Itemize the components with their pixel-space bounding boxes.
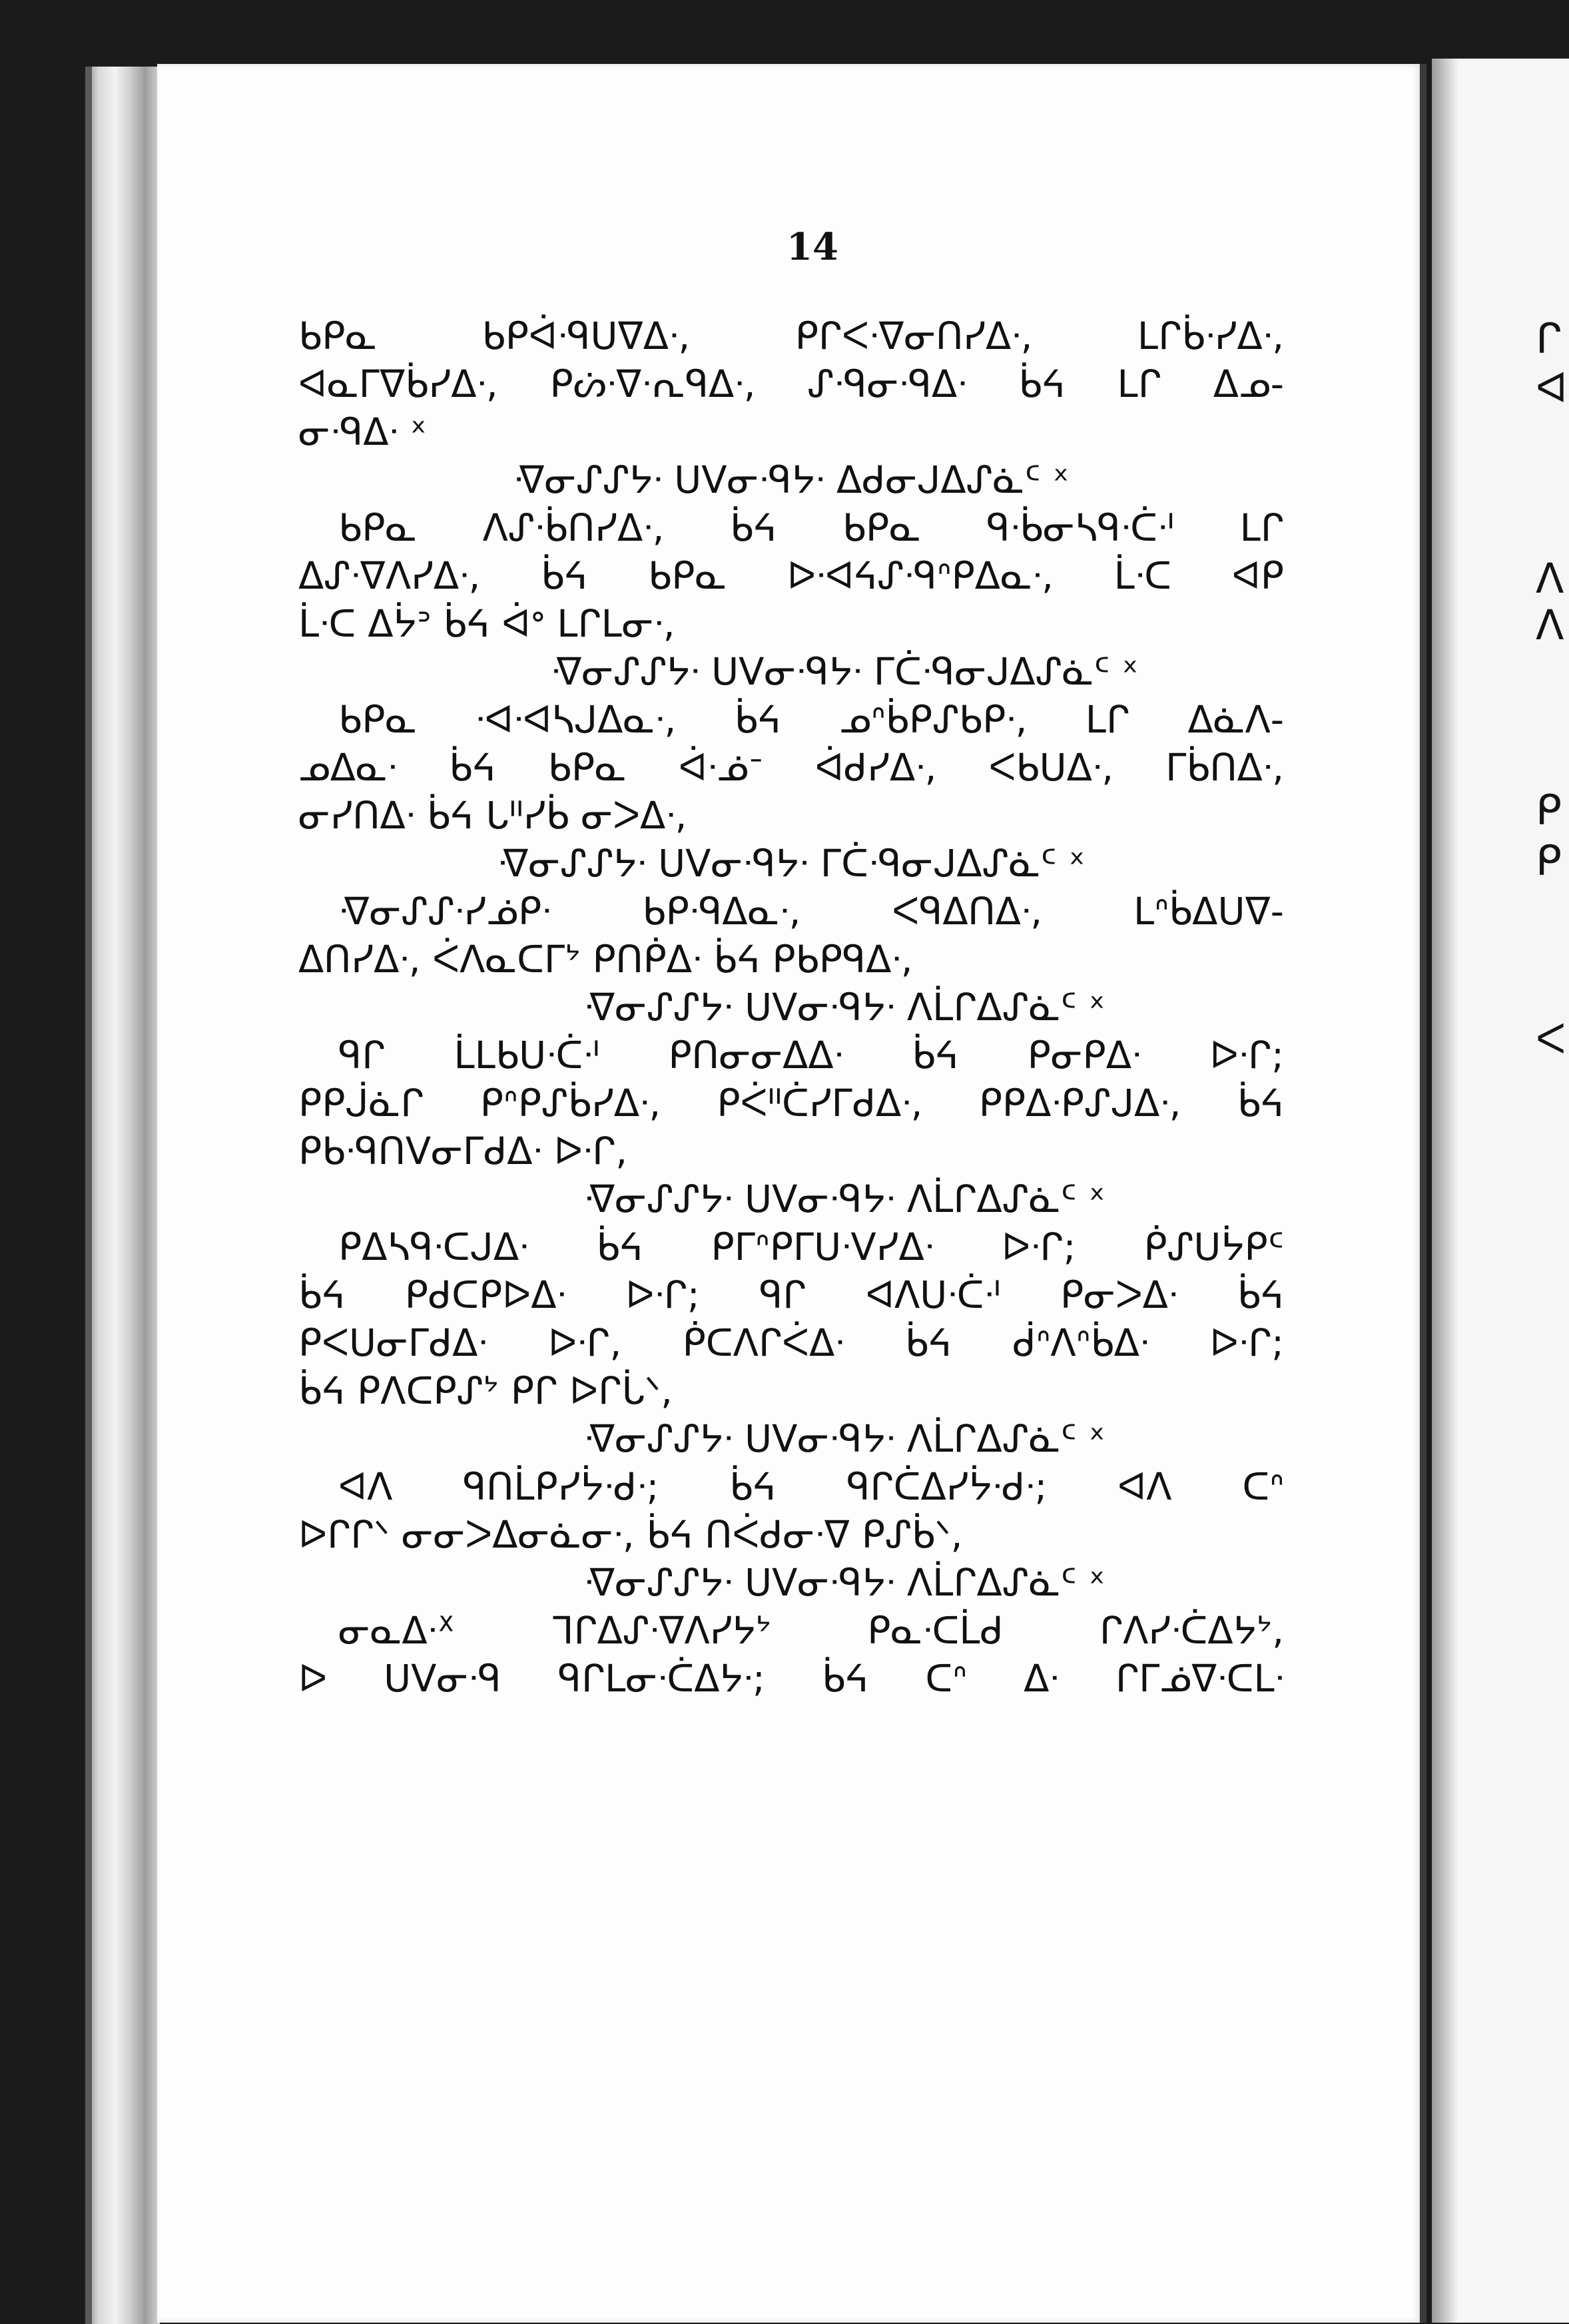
text-line: ᑲᑭᓇ ᐧᐊᐧᐊᓴᒍᐃᓇᐧ, ᑳᔦ ᓄᐢᑳᑭᔑᑲᑭᐧ, ᒪᒋ ᐃᓈᐱ- [338,699,1284,742]
page-gutter [1420,64,1426,2323]
spine-edge [85,67,92,2324]
refrain-line: ᐌᓂᔑᔑᔭᐧ ᑌᐯᓂᐧᑫᔭᐧ ᐱᒫᒋᐃᔑᓈᑦ ˣ [583,1562,1105,1605]
facing-page-glyph: ᐱ [1536,601,1564,649]
refrain-line: ᐌᓂᔑᔑᔭᐧ ᑌᐯᓂᐧᑫᔭᐧ ᒥᑖᐧᑫᓂᒍᐃᔑᓈᑦ ˣ [550,651,1139,694]
refrain-line: ᐌᓂᔑᔑᔭᐧ ᑌᐯᓂᐧᑫᔭᐧ ᐱᒫᒋᐃᔑᓈᑦ ˣ [583,986,1105,1029]
text-line: ᑭᑭᒎᓈᒋ ᑭᐢᑭᔑᑳᓯᐃᐧ, ᑭᐹᐦᑖᓯᒥᑯᐃᐧ, ᑭᑭᐃᐧᑭᔑᒍᐃᐧ, ᑳᔦ [298,1082,1284,1125]
text-line: ᓂᓯᑎᐃᐧ ᑳᔦ ᒐᐦᓯᑳ ᓂᐳᐃᐧ, [298,794,687,838]
refrain-line: ᐌᓂᔑᔑᔭᐧ ᑌᐯᓂᐧᑫᔭᐧ ᐱᒫᒋᐃᔑᓈᑦ ˣ [583,1418,1105,1461]
facing-page-glyph: ᐸ [1536,1015,1566,1063]
text-line: ᐃᔑᐧᐁᐱᓯᐃᐧ, ᑳᔦ ᑲᑭᓇ ᐅᐧᐊᔦᔑᐧᑫᐢᑭᐃᓇᐧ, ᒫᐧᑕ ᐊᑭ [298,555,1284,598]
facing-page-glyph: ᒋ [1536,314,1562,363]
facing-page-glyph: ᑭ [1536,786,1562,834]
text-line: ᒫᐧᑕ ᐃᔮᐣ ᑳᔦ ᐋᐤ ᒪᒋᒪᓂᐧ, [298,603,675,646]
text-line: ᓂᓇᐃᐧᕽ ᒣᒋᐃᔑᐧᐁᐱᓯᔭᔾ ᑭᓇᐧᑕᒫᑯ ᒋᐱᓯᐧᑖᐃᔭᔾ, [338,1609,1284,1653]
text-line: ᑭᐃᓴᑫᐧᑕᒍᐃᐧ ᑳᔦ ᑭᒥᐢᑭᒥᑌᐧᐯᓯᐃᐧ ᐅᐧᒋ; ᑮᔑᑌᔮᑭᑦ [338,1226,1284,1269]
text-line: ᓂᐧᑫᐃᐧ ˣ [298,411,427,454]
text-line: ᑳᔦ ᑭᑯᑕᑭᐅᐃᐧ ᐅᐧᒋ; ᑫᒋ ᐊᐱᑌᐧᑖᐧᑊ ᑭᓂᐳᐃᐧ ᑳᔦ [298,1274,1284,1317]
text-line: ᑳᔦ ᑭᐱᑕᑭᔑᔾ ᑭᒋ ᐅᒋᒑᐠ, [298,1370,673,1413]
text-line: ᐅ ᑌᐯᓂᐧᑫ ᑫᒋᒪᓂᐧᑖᐃᔭᐧ; ᑳᔦ ᑕᐢ ᐃᐧ ᒋᒥᓅᐁᐧᑕᒪᐧ [298,1657,1284,1701]
text-line: ᑭᐸᑌᓂᒥᑯᐃᐧ ᐅᐧᒋ, ᑮᑕᐱᒋᐹᐃᐧ ᑳᔦ ᑰᐢᐱᐢᑳᐃᐧ ᐅᐧᒋ; [298,1322,1284,1365]
refrain-line: ᐌᓂᔑᔑᔭᐧ ᑌᐯᓂᐧᑫᔭᐧ ᒥᑖᐧᑫᓂᒍᐃᔑᓈᑦ ˣ [497,842,1086,886]
text-line: ᑲᑭᓇ ᐱᔑᐧᑳᑎᓯᐃᐧ, ᑳᔦ ᑲᑭᓇ ᑫᐧᑳᓂᓴᑫᐧᑖᐧᑊ ᒪᒋ [338,507,1284,550]
facing-page-glyph: ᐱ [1536,554,1564,603]
refrain-line: ᐌᓂᔑᔑᔭᐧ ᑌᐯᓂᐧᑫᔭᐧ ᐃᑯᓂᒍᐃᔑᓈᑦ ˣ [513,459,1070,502]
text-line: ᓄᐃᓇᐧ ᑳᔦ ᑲᑭᓇ ᐋᐧᓅᐨ ᐋᑯᓯᐃᐧ, ᐸᑲᑌᐃᐧ, ᒥᑳᑎᐃᐧ, [298,746,1284,790]
text-line: ᐌᓂᔑᔑᐧᓯᓅᑭᐧ ᑲᑭᐧᑫᐃᓇᐧ, ᐸᑫᐃᑎᐃᐧ, ᒪᐢᑳᐃᑌᐁ- [338,890,1284,934]
text-line: ᑲᑭᓇ ᑲᑭᐋᐧᑫᑌᐁᐃᐧ, ᑭᒋᐸᐧᐁᓂᑎᓯᐃᐧ, ᒪᒋᑳᐧᓯᐃᐧ, [298,315,1284,358]
facing-page-glyph: ᑭ [1536,836,1562,885]
refrain-line: ᐌᓂᔑᔑᔭᐧ ᑌᐯᓂᐧᑫᔭᐧ ᐱᒫᒋᐃᔑᓈᑦ ˣ [583,1178,1105,1221]
text-line: ᑫᒋ ᒫᒪᑲᑌᐧᑖᐧᑊ ᑭᑎᓂᓂᐃᐃᐧ ᑳᔦ ᑭᓂᑭᐃᐧ ᐅᐧᒋ; [338,1034,1284,1077]
facing-page-shadow [1432,59,1458,2323]
text-line: ᐅᒋᒋᐠ ᓂᓂᐳᐃᓂᓈᓂᐧ, ᑳᔦ ᑎᐹᑯᓂᐧᐁ ᑭᔑᑳᐠ, [298,1514,963,1557]
text-line: ᐃᑎᓯᐃᐧ, ᐹᐱᓇᑕᒥᔾ ᑭᑎᑮᐃᐧ ᑳᔦ ᑭᑲᑭᑫᐃᐧ, [298,938,913,982]
text-line: ᐊᓇᒥᐁᑳᓯᐃᐧ, ᑭᔖᐧᐁᐧᕆᑫᐃᐧ, ᔑᐧᑫᓂᐧᑫᐃᐧ ᑳᔦ ᒪᒋ ᐃᓄ- [298,363,1284,406]
facing-page-glyph: ᐊ [1536,364,1568,412]
page-number: 14 [786,225,838,269]
page-text [298,313,1284,1703]
text-line: ᑭᑲᐧᑫᑎᐯᓂᒥᑯᐃᐧ ᐅᐧᒋ, [298,1130,628,1173]
text-line: ᐊᐱ ᑫᑎᒫᑭᓯᔮᐧᑯᐧ; ᑳᔦ ᑫᒋᑖᐃᓯᔮᐧᑯᐧ; ᐊᐱ ᑕᐢ [338,1466,1284,1509]
book-spine [85,67,160,2324]
